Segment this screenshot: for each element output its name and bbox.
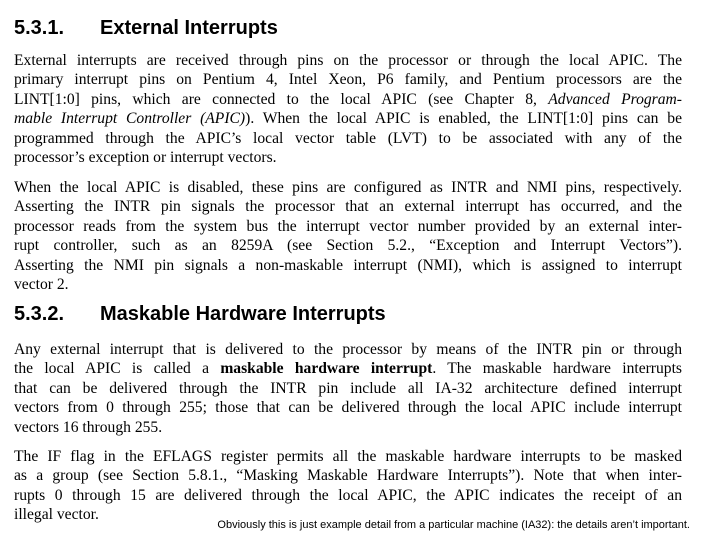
text-line [14, 129, 682, 148]
text-run: rupts 0 through 15 are delivered through the local APIC, the APIC indicates the receipt of an [14, 486, 682, 504]
text-run: Asserting the NMI pin signals a non-maskable interrupt (NMI), which is assigned to interrupt [14, 256, 682, 274]
text-run: The IF flag in the EFLAGS register permits all the maskable hardware interrupts to be masked [14, 448, 682, 465]
text-run: primary interrupt pins on Pentium 4, Intel Xeon, P6 family, and Pentium processors are the [14, 71, 682, 89]
section-heading-external-interrupts [14, 16, 278, 40]
text-run: vector 2. [14, 276, 69, 294]
emphasis-text: Advanced Program- [548, 90, 682, 108]
section-heading-maskable-hardware-interrupts [14, 302, 386, 326]
text-line [14, 398, 682, 417]
text-run: the local APIC is called a [14, 360, 221, 378]
text-run: . The maskable hardware interrupts [432, 360, 682, 378]
text-run: vectors from 0 through 255; those that can be delivered through the local APIC include interrupt [14, 399, 682, 417]
text-line [14, 379, 682, 398]
paragraph-if-flag [14, 447, 682, 525]
text-run: LINT[1:0] pins, which are connected to the local APIC (see Chapter 8, [14, 90, 549, 108]
text-line [14, 109, 682, 128]
text-run: rupt controller, such as an 8259A (see Section 5.2., “Exception and Interrupt Vectors”). [14, 237, 682, 255]
text-line [14, 466, 682, 485]
text-line [14, 486, 682, 505]
text-run: Asserting the INTR pin signals the processor that an external interrupt has occurred, and the [14, 198, 682, 216]
text-run: that can be delivered through the INTR pin include all IA-32 architecture defined interrupt [14, 379, 682, 397]
text-line [14, 90, 682, 109]
text-line [14, 217, 682, 236]
text-run: as a group (see Section 5.8.1., “Masking Maskable Hardware Interrupts”). Note that when inter- [14, 467, 682, 485]
section-number: 5.3.2. [14, 303, 65, 325]
paragraph-external-interrupts-intro [14, 51, 682, 167]
text-line [14, 178, 682, 197]
text-line [14, 359, 682, 378]
text-run: illegal vector. [14, 506, 99, 524]
text-run: vectors 16 through 255. [14, 418, 163, 436]
text-line [14, 275, 682, 294]
text-line [14, 51, 682, 70]
text-run: processor’s exception or interrupt vectors. [14, 149, 277, 167]
text-run: When the local APIC is disabled, these pins are configured as INTR and NMI pins, respectively. [14, 179, 682, 196]
text-line [14, 256, 682, 275]
text-line [14, 70, 682, 89]
section-number: 5.3.1. [14, 17, 65, 39]
bold-term: maskable hardware interrupt [220, 360, 433, 378]
text-run: Any external interrupt that is delivered to the processor by means of the INTR pin or through [14, 341, 682, 358]
text-line [14, 236, 682, 255]
text-line [14, 340, 682, 359]
paragraph-apic-disabled [14, 178, 682, 294]
emphasis-text: mable Interrupt Controller (APIC) [14, 110, 246, 128]
text-line [14, 148, 682, 167]
text-line [14, 447, 682, 466]
footnote-caption: Obviously this is just example detail from a particular machine (IA32): the details aren’t important. [217, 519, 690, 531]
text-run: ). When the local APIC is enabled, the LINT[1:0] pins can be [245, 110, 682, 128]
text-run: programmed through the APIC’s local vector table (LVT) to be associated with any of the [14, 129, 682, 147]
section-title: Maskable Hardware Interrupts [100, 303, 386, 325]
text-line [14, 197, 682, 216]
text-run: processor reads from the system bus the interrupt vector number provided by an external inter- [14, 217, 682, 235]
text-line [14, 418, 682, 437]
section-title: External Interrupts [100, 17, 278, 39]
paragraph-maskable-definition [14, 340, 682, 437]
text-run: External interrupts are received through pins on the processor or through the local APIC. The [14, 52, 682, 69]
